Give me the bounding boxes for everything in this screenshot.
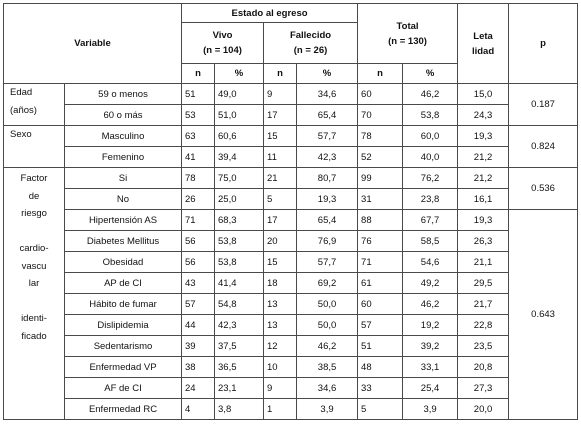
total-n: 51	[358, 336, 403, 357]
total-pct: 25,4	[403, 378, 458, 399]
total-n: 5	[358, 399, 403, 420]
letalidad-value: 23,5	[458, 336, 509, 357]
vivo-pct: 39,4	[215, 147, 264, 168]
table-row	[4, 399, 578, 420]
table-row	[4, 210, 578, 231]
vivo-pct: 3,8	[215, 399, 264, 420]
total-pct: 3,9	[403, 399, 458, 420]
vivo-pct: 37,5	[215, 336, 264, 357]
p-value-factor-rest: 0.643	[509, 210, 578, 420]
vivo-n-header: n	[182, 64, 215, 84]
row-name: Obesidad	[65, 252, 182, 273]
total-n: 52	[358, 147, 403, 168]
letalidad-line-2: lidad	[471, 45, 495, 57]
fallecido-pct: 57,7	[297, 126, 358, 147]
total-title: Total	[396, 20, 419, 32]
letalidad-value: 21,1	[458, 252, 509, 273]
letalidad-value: 26,3	[458, 231, 509, 252]
vivo-n: 41	[182, 147, 215, 168]
factor-line: ficado	[21, 330, 47, 342]
fallecido-n: 20	[264, 231, 297, 252]
fallecido-n: 17	[264, 210, 297, 231]
data-table	[3, 3, 578, 420]
table-row	[4, 168, 578, 189]
total-header	[358, 4, 458, 64]
vivo-pct: 53,8	[215, 252, 264, 273]
fallecido-pct: 3,9	[297, 399, 358, 420]
letalidad-line-1: Leta	[473, 30, 493, 42]
row-name: Hipertensión AS	[65, 210, 182, 231]
fallecido-n: 9	[264, 378, 297, 399]
total-n: 31	[358, 189, 403, 210]
p-value-factor-si-no: 0.536	[509, 168, 578, 210]
table-row	[4, 147, 578, 168]
total-pct: 46,2	[403, 84, 458, 105]
letalidad-value: 24,3	[458, 105, 509, 126]
letalidad-value: 21,7	[458, 294, 509, 315]
row-name: Diabetes Mellitus	[65, 231, 182, 252]
row-name: AF de CI	[65, 378, 182, 399]
vivo-n: 57	[182, 294, 215, 315]
vivo-header	[182, 23, 264, 64]
table-row	[4, 273, 578, 294]
row-name: No	[65, 189, 182, 210]
total-n: 70	[358, 105, 403, 126]
group-label-edad	[4, 84, 65, 126]
row-name: Si	[65, 168, 182, 189]
total-pct: 76,2	[403, 168, 458, 189]
vivo-pct: 54,8	[215, 294, 264, 315]
factor-line: de	[28, 190, 40, 202]
vivo-pct: 42,3	[215, 315, 264, 336]
total-n: 57	[358, 315, 403, 336]
row-name: Hábito de fumar	[65, 294, 182, 315]
letalidad-value: 27,3	[458, 378, 509, 399]
vivo-count: (n = 104)	[203, 45, 242, 56]
letalidad-value: 15,0	[458, 84, 509, 105]
letalidad-value: 21,2	[458, 147, 509, 168]
letalidad-value: 22,8	[458, 315, 509, 336]
total-n-header: n	[358, 64, 403, 84]
total-pct: 19,2	[403, 315, 458, 336]
vivo-pct: 25,0	[215, 189, 264, 210]
p-header: p	[509, 4, 578, 84]
fallecido-pct: 69,2	[297, 273, 358, 294]
fallecido-n: 18	[264, 273, 297, 294]
total-n: 99	[358, 168, 403, 189]
vivo-n: 44	[182, 315, 215, 336]
row-name: Enfermedad RC	[65, 399, 182, 420]
fallecido-pct: 50,0	[297, 315, 358, 336]
vivo-pct: 68,3	[215, 210, 264, 231]
vivo-n: 78	[182, 168, 215, 189]
table-row	[4, 231, 578, 252]
fallecido-pct: 65,4	[297, 210, 358, 231]
fallecido-pct: 38,5	[297, 357, 358, 378]
total-pct: 46,2	[403, 294, 458, 315]
letalidad-value: 19,3	[458, 210, 509, 231]
total-pct: 23,8	[403, 189, 458, 210]
table-row	[4, 357, 578, 378]
fallecido-n: 11	[264, 147, 297, 168]
row-name: Enfermedad VP	[65, 357, 182, 378]
letalidad-value: 21,2	[458, 168, 509, 189]
vivo-n: 4	[182, 399, 215, 420]
total-n: 48	[358, 357, 403, 378]
header-row-1	[4, 4, 578, 23]
variable-header: Variable	[4, 4, 182, 84]
total-pct: 60,0	[403, 126, 458, 147]
factor-line: lar	[28, 278, 40, 289]
row-name: AP de CI	[65, 273, 182, 294]
total-n: 78	[358, 126, 403, 147]
table-row	[4, 294, 578, 315]
total-pct: 33,1	[403, 357, 458, 378]
table-row	[4, 315, 578, 336]
row-name: Femenino	[65, 147, 182, 168]
vivo-n: 38	[182, 357, 215, 378]
table-row	[4, 378, 578, 399]
vivo-n: 24	[182, 378, 215, 399]
fallecido-title: Fallecido	[289, 30, 332, 41]
fallecido-pct: 50,0	[297, 294, 358, 315]
vivo-pct: 53,8	[215, 231, 264, 252]
vivo-n: 56	[182, 231, 215, 252]
total-n: 61	[358, 273, 403, 294]
fallecido-pct: 80,7	[297, 168, 358, 189]
fallecido-n: 13	[264, 294, 297, 315]
total-pct: 53,8	[403, 105, 458, 126]
vivo-n: 53	[182, 105, 215, 126]
fallecido-pct: 34,6	[297, 378, 358, 399]
total-pct-header: %	[403, 64, 458, 84]
fallecido-n: 1	[264, 399, 297, 420]
row-name: 60 o más	[65, 105, 182, 126]
table-row	[4, 252, 578, 273]
fallecido-n: 15	[264, 126, 297, 147]
fallecido-header	[264, 23, 358, 64]
vivo-pct: 75,0	[215, 168, 264, 189]
vivo-n: 56	[182, 252, 215, 273]
factor-line: identi-	[21, 313, 47, 324]
vivo-pct-header: %	[215, 64, 264, 84]
fallecido-n-header: n	[264, 64, 297, 84]
table-row	[4, 84, 578, 105]
total-pct: 39,2	[403, 336, 458, 357]
group-label-sexo: Sexo	[4, 126, 65, 168]
p-value-sexo: 0.824	[509, 126, 578, 168]
vivo-n: 51	[182, 84, 215, 105]
factor-line: vascu	[21, 260, 47, 272]
total-n: 71	[358, 252, 403, 273]
table-row	[4, 336, 578, 357]
vivo-n: 39	[182, 336, 215, 357]
factor-spacer	[7, 223, 61, 241]
total-n: 60	[358, 84, 403, 105]
edad-line-1: Edad	[10, 87, 33, 98]
vivo-pct: 51,0	[215, 105, 264, 126]
fallecido-pct: 57,7	[297, 252, 358, 273]
fallecido-n: 13	[264, 315, 297, 336]
fallecido-count: (n = 26)	[293, 45, 328, 56]
fallecido-n: 10	[264, 357, 297, 378]
letalidad-value: 16,1	[458, 189, 509, 210]
factor-line: cardio-	[19, 243, 49, 254]
fallecido-pct: 42,3	[297, 147, 358, 168]
fallecido-n: 9	[264, 84, 297, 105]
factor-line: Factor	[20, 173, 48, 184]
table-row	[4, 189, 578, 210]
total-n: 33	[358, 378, 403, 399]
fallecido-n: 15	[264, 252, 297, 273]
fallecido-pct: 34,6	[297, 84, 358, 105]
table-row	[4, 105, 578, 126]
vivo-pct: 36,5	[215, 357, 264, 378]
vivo-n: 26	[182, 189, 215, 210]
edad-line-2: (años)	[10, 105, 37, 116]
estado-header: Estado al egreso	[182, 4, 358, 23]
fallecido-pct: 76,9	[297, 231, 358, 252]
total-n: 76	[358, 231, 403, 252]
vivo-n: 43	[182, 273, 215, 294]
row-name: Masculino	[65, 126, 182, 147]
fallecido-pct: 46,2	[297, 336, 358, 357]
letalidad-value: 20,8	[458, 357, 509, 378]
row-name: 59 o menos	[65, 84, 182, 105]
factor-line: riesgo	[21, 208, 47, 219]
fallecido-n: 17	[264, 105, 297, 126]
factor-spacer	[7, 293, 61, 311]
vivo-pct: 49,0	[215, 84, 264, 105]
fallecido-n: 12	[264, 336, 297, 357]
vivo-pct: 23,1	[215, 378, 264, 399]
table-row	[4, 126, 578, 147]
letalidad-header	[458, 4, 509, 84]
vivo-pct: 60,6	[215, 126, 264, 147]
fallecido-n: 21	[264, 168, 297, 189]
row-name: Dislipidemia	[65, 315, 182, 336]
letalidad-value: 29,5	[458, 273, 509, 294]
total-count: (n = 130)	[388, 35, 427, 47]
vivo-n: 71	[182, 210, 215, 231]
total-n: 88	[358, 210, 403, 231]
fallecido-n: 5	[264, 189, 297, 210]
total-pct: 58,5	[403, 231, 458, 252]
total-pct: 40,0	[403, 147, 458, 168]
letalidad-value: 19,3	[458, 126, 509, 147]
row-name: Sedentarismo	[65, 336, 182, 357]
total-pct: 54,6	[403, 252, 458, 273]
letalidad-value: 20,0	[458, 399, 509, 420]
total-n: 60	[358, 294, 403, 315]
fallecido-pct-header: %	[297, 64, 358, 84]
fallecido-pct: 65,4	[297, 105, 358, 126]
vivo-n: 63	[182, 126, 215, 147]
fallecido-pct: 19,3	[297, 189, 358, 210]
total-pct: 49,2	[403, 273, 458, 294]
total-pct: 67,7	[403, 210, 458, 231]
p-value-edad: 0.187	[509, 84, 578, 126]
vivo-title: Vivo	[212, 30, 233, 41]
group-label-factor	[4, 168, 65, 420]
vivo-pct: 41,4	[215, 273, 264, 294]
